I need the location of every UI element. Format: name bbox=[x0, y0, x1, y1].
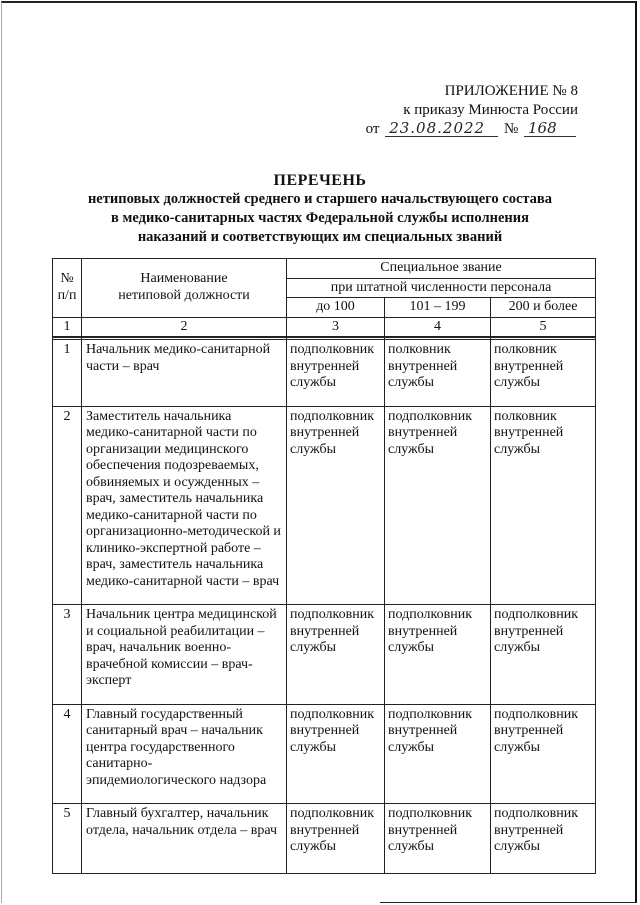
positions-table bbox=[52, 258, 596, 874]
table-row bbox=[53, 704, 596, 804]
rank-200-plus: подполковник внутренней службы bbox=[491, 804, 596, 874]
column-number: 2 bbox=[82, 317, 287, 337]
rank-101-199: полковник внутренней службы bbox=[385, 340, 491, 407]
table-row bbox=[53, 804, 596, 874]
rank-200-plus: подполковник внутренней службы bbox=[491, 605, 596, 705]
rank-upto-100: подполковник внутренней службы bbox=[287, 406, 385, 605]
header-staff-size: при штатной численности персонала bbox=[287, 278, 596, 298]
rank-upto-100: подполковник внутренней службы bbox=[287, 704, 385, 804]
rank-200-plus: полковник внутренней службы bbox=[491, 340, 596, 407]
row-number: 3 bbox=[53, 605, 82, 705]
header-position-name: Наименование нетиповой должности bbox=[82, 259, 287, 318]
header-number: № п/п bbox=[53, 259, 82, 318]
annex-title: ПРИЛОЖЕНИЕ № 8 bbox=[444, 83, 578, 99]
table-row bbox=[53, 406, 596, 605]
header-row bbox=[53, 259, 596, 279]
header-upto-100: до 100 bbox=[287, 298, 385, 318]
table-row bbox=[53, 340, 596, 407]
row-number: 5 bbox=[53, 804, 82, 874]
document-subtitle-line: в медико-санитарных частях Федеральной службы исполнения bbox=[111, 210, 529, 226]
row-number: 4 bbox=[53, 704, 82, 804]
row-number: 2 bbox=[53, 406, 82, 605]
rank-200-plus: подполковник внутренней службы bbox=[491, 704, 596, 804]
rank-upto-100: подполковник внутренней службы bbox=[287, 605, 385, 705]
position-name: Главный государственный санитарный врач – начальник центра государственного санитарно-эпидемиологического надзора bbox=[82, 704, 287, 804]
document-subtitle-line: наказаний и соответствующих им специальных званий bbox=[137, 229, 503, 245]
column-number: 5 bbox=[491, 317, 596, 337]
handwritten-date: 23.08.2022 bbox=[385, 121, 498, 137]
annex-date-number-line bbox=[366, 120, 578, 139]
document-heading bbox=[60, 172, 580, 247]
annex-order-reference: к приказу Минюста России bbox=[403, 102, 578, 118]
position-name: Главный бухгалтер, начальник отдела, начальник отдела – врач bbox=[82, 804, 287, 874]
header-101-199: 101 – 199 bbox=[385, 298, 491, 318]
table-row bbox=[53, 605, 596, 705]
header-200-plus: 200 и более bbox=[491, 298, 596, 318]
header-special-rank: Специальное звание bbox=[287, 259, 596, 279]
page-bottom-edge bbox=[380, 902, 637, 903]
row-number: 1 bbox=[53, 340, 82, 407]
number-prefix: № bbox=[503, 121, 519, 137]
rank-101-199: подполковник внутренней службы bbox=[385, 406, 491, 605]
rank-101-199: подполковник внутренней службы bbox=[385, 704, 491, 804]
position-name: Начальник центра медицинской и социальной реабилитации – врач, начальник военно-врачебной комиссии – врач-эксперт bbox=[82, 605, 287, 705]
position-name: Начальник медико-санитарной части – врач bbox=[82, 340, 287, 407]
rank-upto-100: подполковник внутренней службы bbox=[287, 804, 385, 874]
document-title: ПЕРЕЧЕНЬ bbox=[273, 172, 367, 189]
annex-header bbox=[366, 82, 578, 139]
rank-101-199: подполковник внутренней службы bbox=[385, 804, 491, 874]
column-numbers-row bbox=[53, 317, 596, 337]
position-name: Заместитель начальника медико-санитарной части по организации медицинского обеспечения подозреваемых, обвиняемых и осужденных – врач, заместитель начальника медико-санитарной части по организационно-методической и клинико-экспертной работе – врач, заместитель начальника медико-санитарной части – врач bbox=[82, 406, 287, 605]
handwritten-order-number: 168 bbox=[524, 121, 576, 137]
rank-101-199: подполковник внутренней службы bbox=[385, 605, 491, 705]
column-number: 3 bbox=[287, 317, 385, 337]
date-prefix: от bbox=[365, 121, 380, 137]
rank-200-plus: полковник внутренней службы bbox=[491, 406, 596, 605]
document-subtitle-line: нетиповых должностей среднего и старшего начальствующего состава bbox=[87, 191, 553, 207]
rank-upto-100: подполковник внутренней службы bbox=[287, 340, 385, 407]
column-number: 4 bbox=[385, 317, 491, 337]
column-number: 1 bbox=[53, 317, 82, 337]
